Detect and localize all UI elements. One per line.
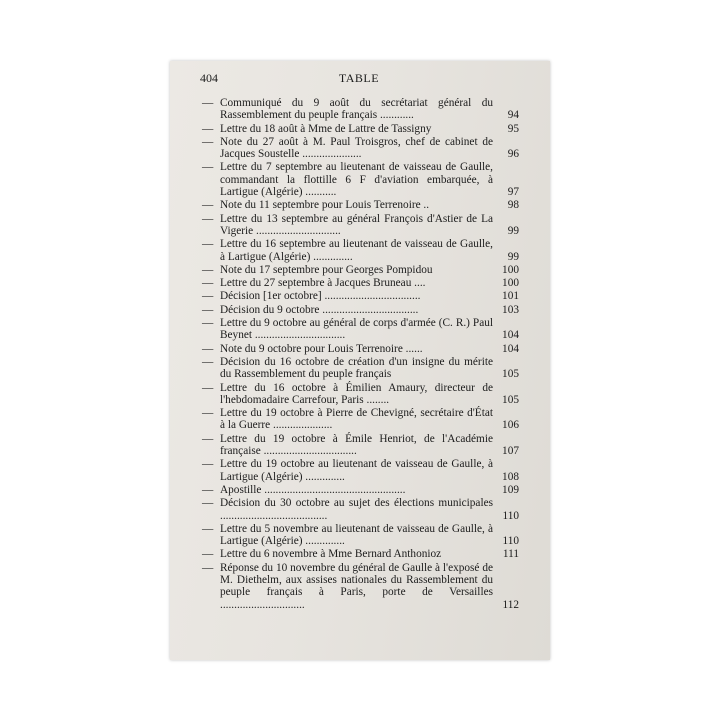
entry-page-number: 108 (502, 470, 519, 483)
toc-entry (202, 548, 519, 560)
entry-title: Lettre du 7 septembre au lieutenant de vaisseau de Gaulle, commandant la flottille 6 F d'aviation embarquée, à Lartigue (Algérie) ........... (220, 161, 493, 199)
entry-dash: — (202, 497, 214, 510)
entry-title: Lettre du 27 septembre à Jacques Bruneau .... (220, 277, 426, 290)
entry-page-number: 109 (502, 483, 519, 496)
toc-entry (202, 458, 519, 483)
entry-dash: — (202, 97, 214, 109)
toc-entry (202, 238, 519, 263)
entry-dash: — (202, 135, 214, 148)
entry-dash: — (202, 355, 214, 368)
entry-title: Lettre du 16 octobre à Émilien Amaury, directeur de l'hebdomadaire Carrefour, Paris ........ (220, 381, 493, 406)
entry-dash: — (202, 483, 214, 496)
toc-entry (202, 97, 519, 122)
entry-dash: — (202, 161, 214, 174)
entry-page-number: 97 (507, 186, 519, 199)
page-header (200, 71, 518, 87)
entry-dash: — (202, 522, 214, 535)
entry-title: Lettre du 18 août à Mme de Lattre de Tassigny (220, 122, 432, 135)
entry-page-number: 105 (502, 368, 519, 381)
entry-title: Lettre du 19 octobre au lieutenant de vaisseau de Gaulle, à Lartigue (Algérie) .............. (220, 458, 493, 483)
toc-entry (202, 136, 519, 161)
entry-dash: — (202, 303, 214, 316)
entry-title: Apostille .................................................. (220, 483, 406, 496)
entry-title: Décision du 30 octobre au sujet des élections municipales ...................................... (220, 497, 493, 522)
entry-title: Décision du 9 octobre .................................. (220, 303, 419, 316)
entry-page-number: 103 (502, 303, 519, 316)
entry-dash: — (202, 263, 214, 276)
toc-entry (202, 356, 519, 381)
entry-dash: — (202, 317, 214, 330)
toc-entry (202, 484, 519, 496)
toc-entry (202, 213, 519, 238)
entry-title: Communiqué du 9 août du secrétariat général du Rassemblement du peuple français ............ (220, 97, 493, 122)
toc-entry (202, 277, 519, 289)
entry-page-number: 107 (502, 445, 519, 458)
toc-entry (202, 382, 519, 407)
entry-title: Note du 17 septembre pour Georges Pompidou (220, 263, 433, 276)
entry-page-number: 99 (507, 224, 519, 237)
entry-page-number: 99 (507, 250, 519, 263)
toc-entry (202, 343, 519, 355)
entry-dash: — (202, 561, 214, 574)
toc-entry (202, 317, 519, 342)
entry-dash: — (202, 199, 214, 212)
toc-entry (202, 562, 519, 611)
toc-entry (202, 264, 519, 276)
entry-dash: — (202, 381, 214, 394)
entry-title: Décision [1er octobre] .................................. (220, 290, 421, 303)
entry-title: Note du 9 octobre pour Louis Terrenoire ...... (220, 342, 423, 355)
entry-dash: — (202, 407, 214, 420)
entry-page-number: 105 (502, 393, 519, 406)
entry-dash: — (202, 238, 214, 251)
entry-dash: — (202, 290, 214, 303)
page-number: 404 (200, 71, 218, 85)
entry-dash: — (202, 212, 214, 225)
entry-page-number: 94 (507, 109, 519, 122)
entry-dash: — (202, 122, 214, 135)
entry-title: Lettre du 9 octobre au général de corps d'armée (C. R.) Paul Beynet ................................ (220, 317, 493, 342)
entry-page-number: 100 (502, 277, 519, 290)
entry-title: Lettre du 5 novembre au lieutenant de vaisseau de Gaulle, à Lartigue (Algérie) .............. (220, 522, 493, 548)
entry-dash: — (202, 277, 214, 290)
entry-page-number: 95 (507, 122, 519, 135)
entry-page-number: 110 (502, 535, 519, 548)
running-title: TABLE (338, 71, 380, 85)
entry-page-number: 101 (502, 290, 519, 303)
entry-page-number: 110 (502, 509, 519, 522)
entry-page-number: 96 (507, 148, 519, 161)
entry-title: Lettre du 6 novembre à Mme Bernard Anthonioz (220, 548, 442, 561)
entry-page-number: 104 (502, 342, 519, 355)
entry-dash: — (202, 432, 214, 445)
entry-page-number: 106 (502, 419, 519, 432)
toc-entry (202, 161, 519, 198)
entry-title: Lettre du 13 septembre au général François d'Astier de La Vigerie .............................. (220, 212, 493, 237)
toc-entry (202, 123, 519, 135)
toc-entry (202, 199, 519, 211)
toc-entry (202, 290, 519, 302)
entry-title: Note du 11 septembre pour Louis Terrenoire .. (220, 199, 430, 212)
entry-dash: — (202, 342, 214, 355)
entry-page-number: 111 (502, 548, 519, 561)
toc-entry (202, 523, 519, 548)
entry-title: Note du 27 août à M. Paul Troisgros, chef de cabinet de Jacques Soustelle ..................... (220, 135, 493, 161)
table-of-contents (202, 97, 519, 612)
entry-dash: — (202, 548, 214, 561)
entry-title: Lettre du 19 octobre à Émile Henriot, de l'Académie française ................................. (220, 432, 493, 458)
toc-entry (202, 304, 519, 316)
entry-page-number: 98 (507, 199, 519, 212)
toc-entry (202, 433, 519, 458)
entry-title: Réponse du 10 novembre du général de Gaulle à l'exposé de M. Diethelm, aux assises nationales du Rassemblement du peuple français à Paris, porte de Versailles .............................. (220, 561, 493, 611)
entry-page-number: 104 (502, 329, 519, 342)
toc-entry (202, 407, 519, 432)
entry-page-number: 100 (502, 263, 519, 276)
book-page (170, 61, 550, 660)
toc-entry (202, 497, 519, 522)
entry-title: Lettre du 16 septembre au lieutenant de vaisseau de Gaulle, à Lartigue (Algérie) .............. (220, 238, 493, 263)
entry-page-number: 112 (502, 598, 519, 611)
entry-title: Lettre du 19 octobre à Pierre de Chevigné, secrétaire d'État à la Guerre ..................... (220, 407, 493, 432)
entry-dash: — (202, 458, 214, 471)
entry-title: Décision du 16 octobre de création d'un insigne du mérite du Rassemblement du peuple français (220, 355, 493, 381)
